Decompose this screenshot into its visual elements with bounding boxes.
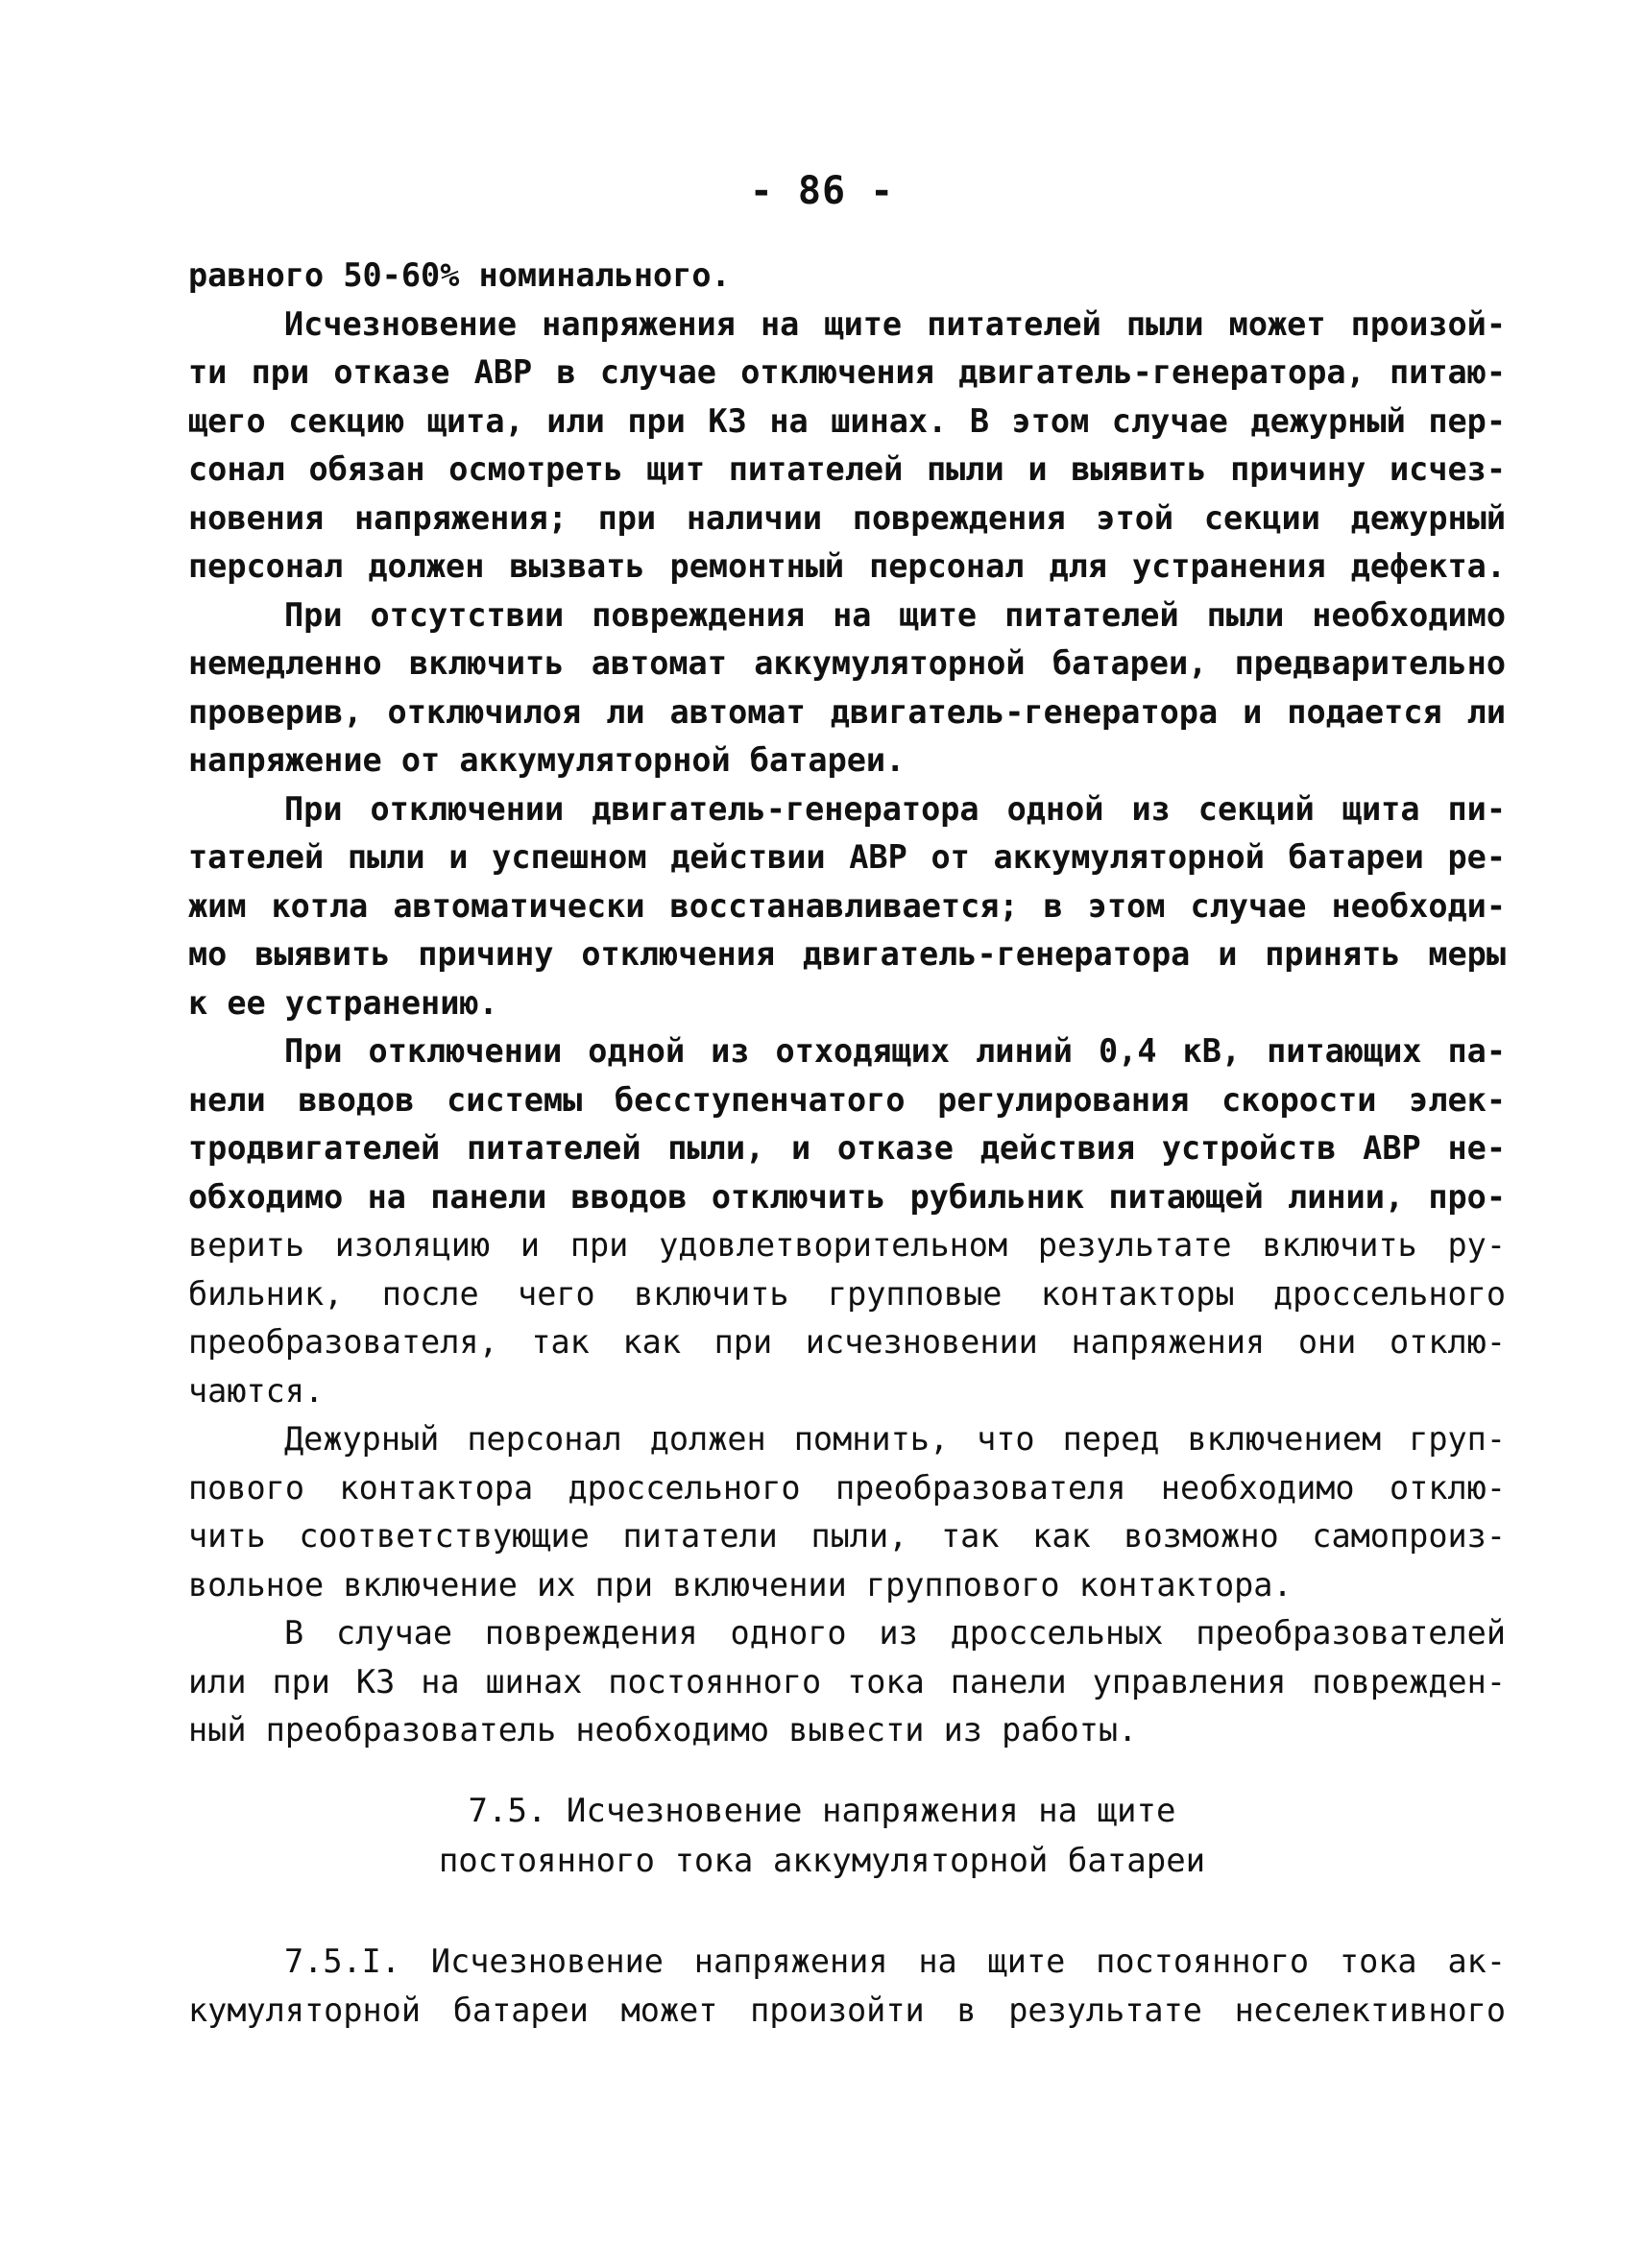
text-line: ный преобразователь необходимо вывести из работы. xyxy=(188,1711,1138,1749)
section-heading-line: постоянного тока аккумуляторной батареи xyxy=(438,1842,1206,1880)
text-line: мо выявить причину отключения двигатель-генератора и принять меры xyxy=(188,935,1506,973)
text-line: При отключении одной из отходящих линий 0,4 кВ, питающих па- xyxy=(284,1032,1506,1070)
text-line: новения напряжения; при наличии повреждения этой секции дежурный xyxy=(188,498,1506,537)
text-line: обходимо на панели вводов отключить рубильник питающей линии, про- xyxy=(188,1177,1506,1216)
text-line: или при КЗ на шинах постоянного тока панели управления поврежден- xyxy=(188,1662,1506,1701)
text-line: чить соответствующие питатели пыли, так как возможно самопроиз- xyxy=(188,1517,1506,1555)
text-line: кумуляторной батареи может произойти в результате неселективного xyxy=(188,1991,1506,2029)
text-line: В случае повреждения одного из дроссельных преобразователей xyxy=(284,1614,1506,1652)
page-number: - 86 - xyxy=(749,169,895,213)
text-line: пового контактора дроссельного преобразователя необходимо отклю- xyxy=(188,1468,1506,1507)
text-line: Исчезновение напряжения на щите питателей пыли может произой- xyxy=(284,304,1506,343)
text-line: Дежурный персонал должен помнить, что перед включением груп- xyxy=(284,1420,1506,1458)
text-line: сонал обязан осмотреть щит питателей пыли и выявить причину исчез- xyxy=(188,450,1506,488)
text-line: верить изоляцию и при удовлетворительном результате включить ру- xyxy=(188,1226,1506,1264)
text-line: проверив, отключилоя ли автомат двигатель-генератора и подается ли xyxy=(188,692,1506,731)
text-line: нели вводов системы бесступенчатого регулирования скорости элек- xyxy=(188,1080,1506,1119)
text-line: равного 50-60% номинального. xyxy=(188,256,731,294)
text-line: щего секцию щита, или при КЗ на шинах. В этом случае дежурный пер- xyxy=(188,401,1506,440)
text-line: При отсутствии повреждения на щите питателей пыли необходимо xyxy=(284,595,1506,634)
text-line: вольное включение их при включении группового контактора. xyxy=(188,1565,1293,1604)
text-line: персонал должен вызвать ремонтный персонал для устранения дефекта. xyxy=(188,547,1506,585)
text-line: ти при отказе АВР в случае отключения двигатель-генератора, питаю- xyxy=(188,353,1506,391)
text-line: преобразователя, так как при исчезновении напряжения они отклю- xyxy=(188,1323,1506,1361)
text-line: бильник, после чего включить групповые контакторы дроссельного xyxy=(188,1274,1506,1313)
text-line: немедленно включить автомат аккумуляторной батареи, предварительно xyxy=(188,644,1506,682)
body-text xyxy=(188,252,1506,1755)
section-heading-line: 7.5. Исчезновение напряжения на щите xyxy=(468,1792,1176,1830)
section-heading xyxy=(0,1786,1644,1886)
text-line: При отключении двигатель-генератора одной из секций щита пи- xyxy=(284,789,1506,828)
text-line: 7.5.I. Исчезновение напряжения на щите постоянного тока ак- xyxy=(284,1942,1506,1980)
text-line: тателей пыли и успешном действии АВР от аккумуляторной батареи ре- xyxy=(188,838,1506,876)
text-line: тродвигателей питателей пыли, и отказе действия устройств АВР не- xyxy=(188,1129,1506,1167)
text-line: напряжение от аккумуляторной батареи. xyxy=(188,741,906,779)
text-line: к ее устранению. xyxy=(188,983,498,1022)
section-paragraph xyxy=(188,1938,1506,2035)
text-line: чаются. xyxy=(188,1371,325,1410)
text-line: жим котла автоматически восстанавливается; в этом случае необходи- xyxy=(188,886,1506,925)
